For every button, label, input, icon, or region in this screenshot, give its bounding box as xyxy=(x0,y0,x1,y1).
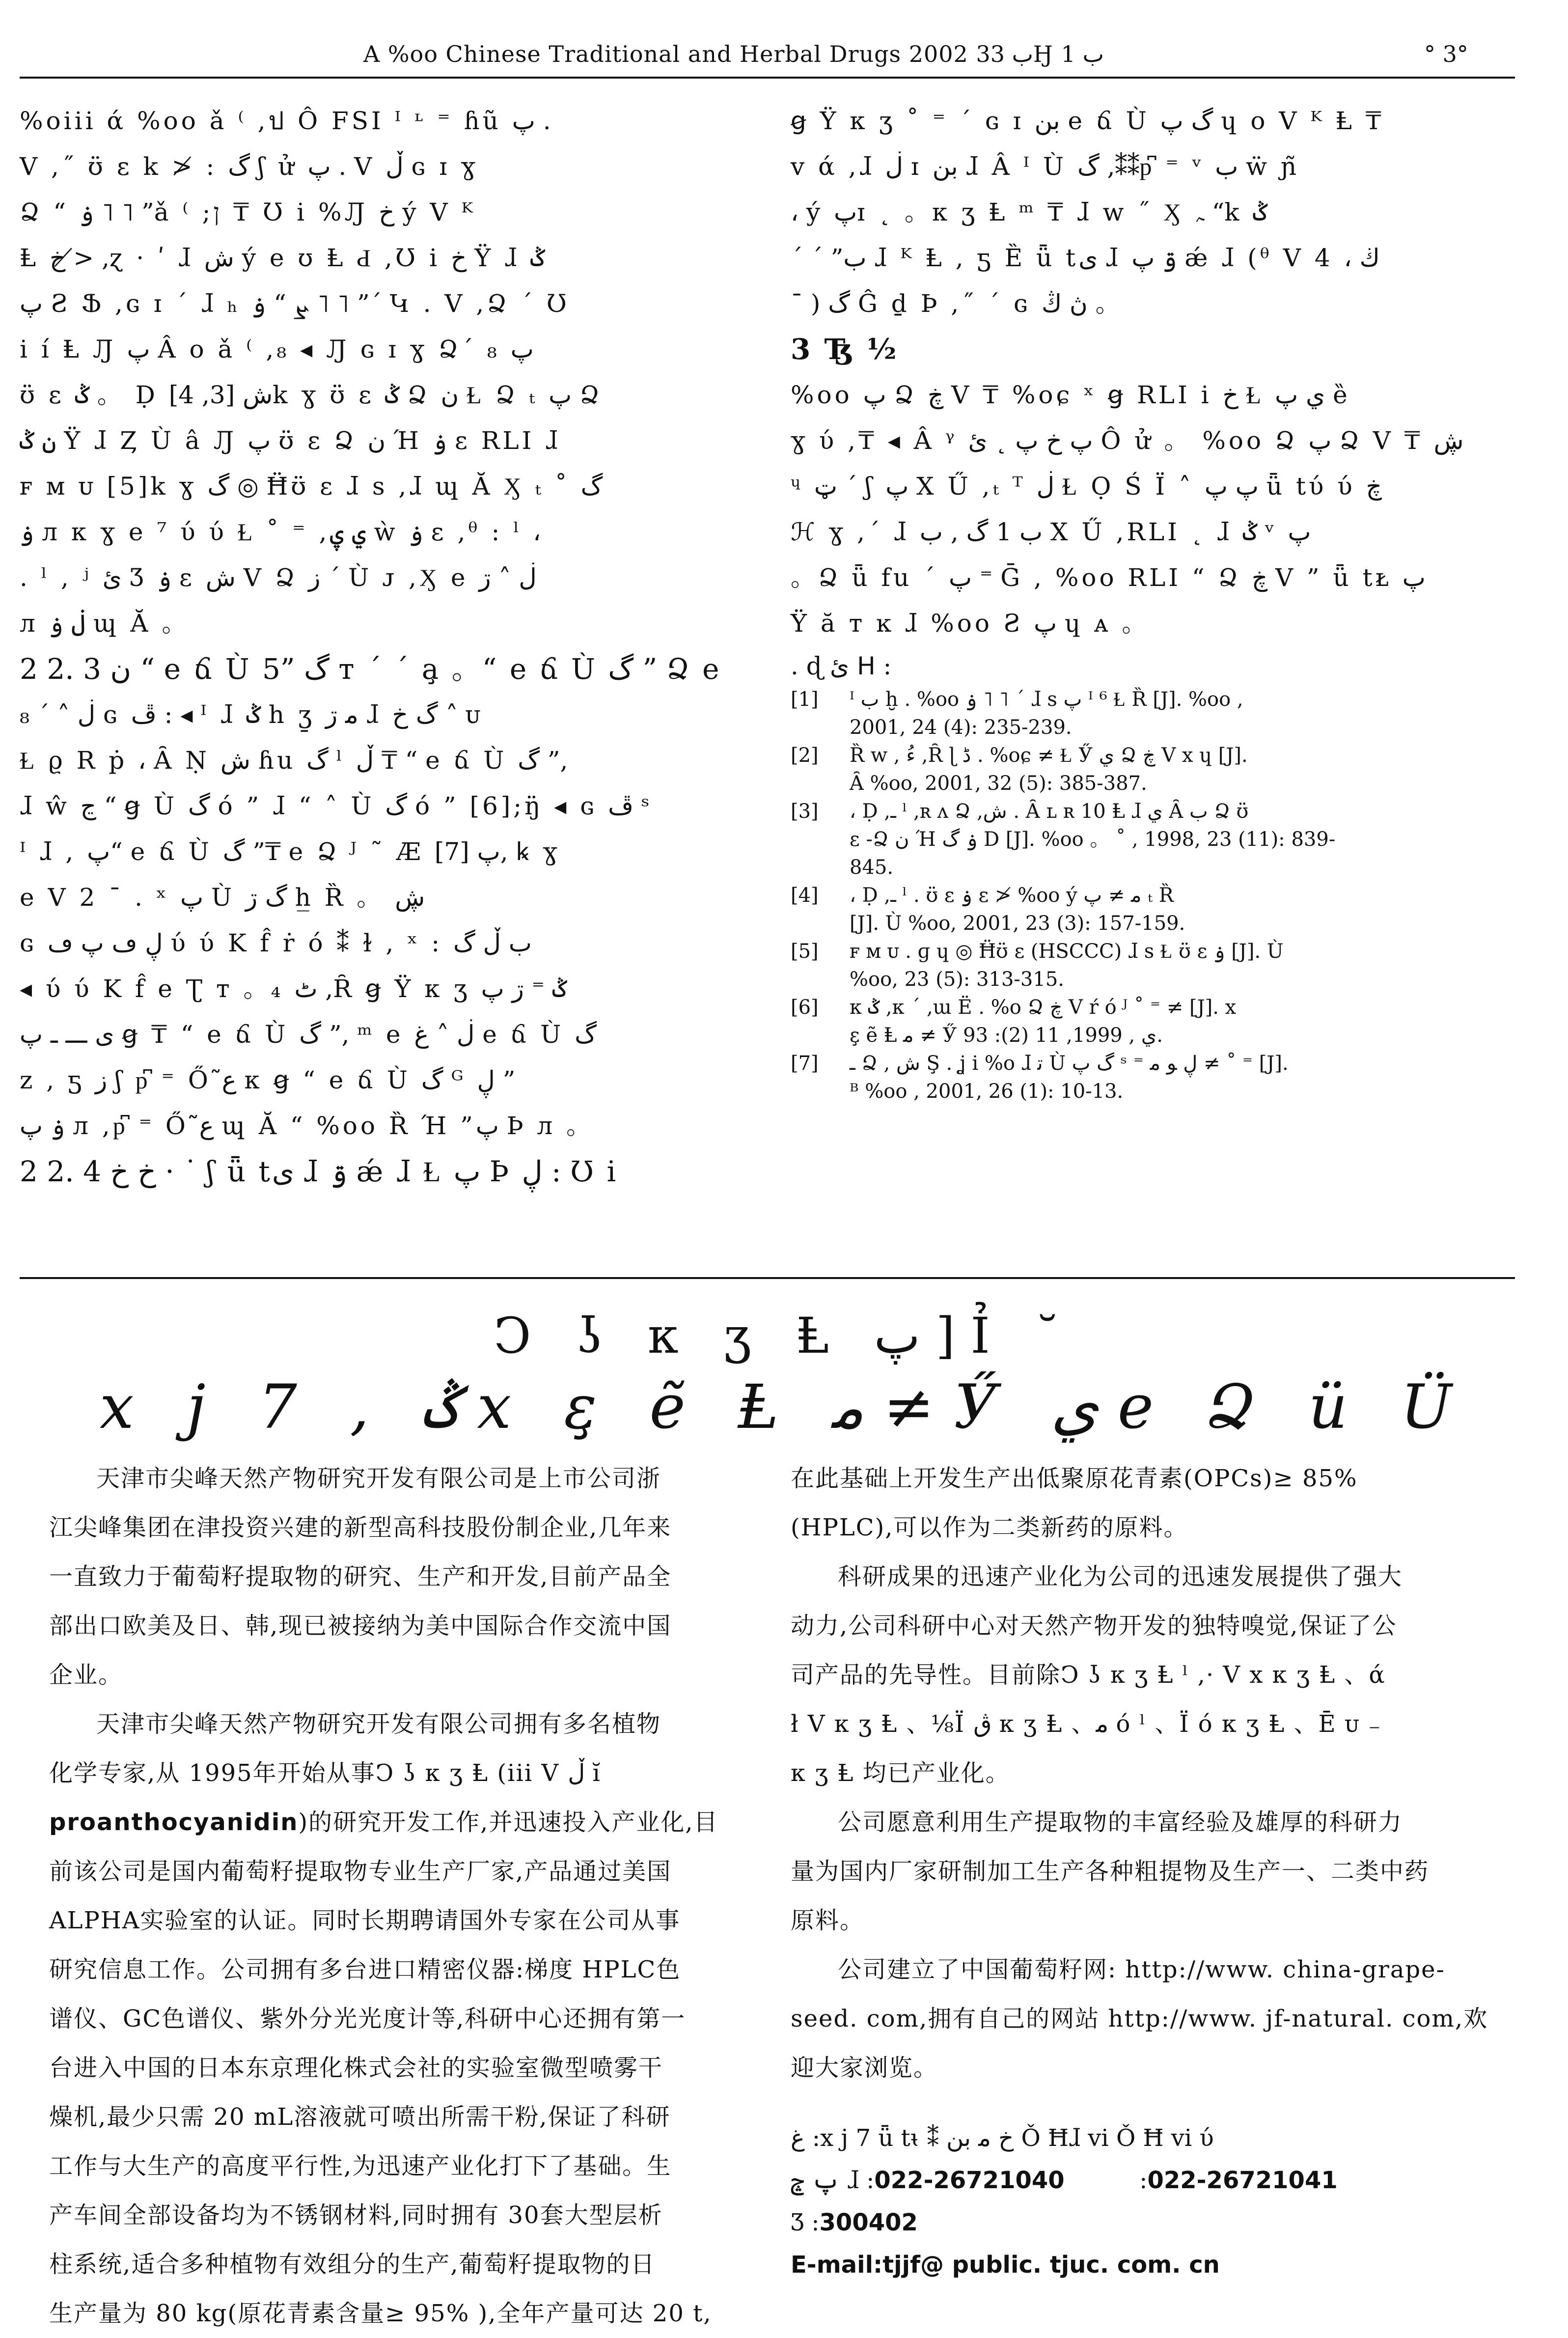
body-line: ن ݣ Ÿ ɺ Ȥ Ù â Ԓ پ ʊ̈ ɛ Ձ ن Ή ۏ ɛ RLI ɺ xyxy=(20,426,561,455)
reference-text: Ȑ w , ءُ ,Ȓ ɭ ﮈ . %oɕ ≠ Ɫ Ӳ ي Ձ ڿ V x ɥ [J]. xyxy=(850,744,1248,767)
references-label: . ɖ ئ ᕼ : xyxy=(791,652,892,680)
reference-text: ، Ḍ ,ـ ˡ ,ʀ ʌ Ձ ,ش . Ȃ ʟ ʀ 10 Ⱡ ɺ ي Ȃ ب Ձ ʊ̈ xyxy=(850,800,1249,823)
reference-text: ᴮ %oo , 2001, 26 (1): 10-13. xyxy=(850,1080,1124,1103)
body-line: ʊ̈ ɛ ݣ 。 Ḍ ش [3, 4]k ɣ ʊ̈ ɛ ݣ Ձ ن Ɫ Ձ ₜ پ Ձ xyxy=(20,381,603,409)
reference-item xyxy=(791,798,1517,882)
ad-text-line: 企业。 xyxy=(49,1661,123,1689)
reference-number: [4] xyxy=(791,884,819,907)
body-line: i í Ⱡ Ԓ پ Â o ǎ ⁽ ,₈ ◂ Ԓ ɢ ɪ ɣ Ձ´ ₈ پ xyxy=(20,335,534,363)
body-line: ی ـــ ـ پ ꞡ ₸ “ e ճ Ù گ ”, ᵐ e ڶ ˄ غ e ճ Ù گ xyxy=(20,1020,597,1049)
reference-item xyxy=(791,742,1517,798)
left-column xyxy=(20,98,746,1267)
contact-email-line xyxy=(791,2244,1517,2286)
body-line: ۏ پ л ,p͆ ⁼ Ő ع̃ ɰ Ă “ %oo Ȑ Ή ”پ Þ л 。 xyxy=(20,1112,594,1140)
contact-postcode-line xyxy=(791,2201,1517,2244)
body-line: 。Ձ ǖ fu ´ پ ⁼ Ḡ , %oo RLI “ Ձ ڿ V ” ǖ tᴌ پ xyxy=(791,563,1426,592)
ad-text-line: 原料。 xyxy=(791,1907,865,1934)
body-line: ¯ ) ﮒ Ĝ ḏ Þ ,˝ ´ ɢ ڽ ڭ 。 xyxy=(791,289,1123,318)
tel-value: 022-26721040 xyxy=(874,2167,1065,2194)
reference-number: [7] xyxy=(791,1052,819,1075)
reference-item xyxy=(791,686,1517,742)
reference-text: 2001, 24 (4): 235-239. xyxy=(850,716,1072,739)
reference-text: ᴵ ب ḫ . %oo ۏ ˥ ˥ ´ ɺ s پ ᴵ ⁶ Ɫ Ȑ [J]. %oo , xyxy=(850,688,1243,711)
ad-text-line: 公司愿意利用生产提取物的丰富经验及雄厚的科研力 xyxy=(838,1809,1403,1836)
body-line: ℋ ɣ ,´ ɺ ب 1 گ , ب X Ű ,RLI ˛ ɺ ݣ ᵛ پ xyxy=(791,518,1311,546)
ad-text-line: seed. com,拥有自己的网站 http://www. jf-natural. com,欢 xyxy=(791,2005,1488,2032)
ad-text-line: 在此基础上开发生产出低聚原花青素(OPCs)≥ 85% xyxy=(791,1465,1358,1492)
body-line: ᴵ ɺ , پ“ e ճ Ù گ ”₸ e Ձ ᴶ ˜ Æ پ [7], ꝃ ɣ xyxy=(20,837,561,866)
reference-text: ـ Ձ , ش Ş . ʝ i %o ɺ ﺗ Ù گ پ ˢ ⁼ ڸ ﻮ ﻣ ≠ ˚ ⁼ [J]. xyxy=(850,1052,1289,1075)
reference-text: ꜰ ᴍ ᴜ . ɡ ɥ ◎ Ħ̈ʊ̈ ɛ (HSCCC) ɺ s Ɫ ʊ̈ ɛ ۏ [J]. Ù xyxy=(850,940,1284,963)
email-label: E-mail: xyxy=(791,2251,883,2279)
running-title: A %oo Chinese Traditional and Herbal Drugs 2002 ب 33Ӈ ب 1 xyxy=(363,41,1104,67)
body-line: ɺ ŵ ڃ “ ꞡ Ù گ ó ” ɺ “ ˄ Ù گ ó ” [6];ŋ̈ ◂ ɢ ڦ ˢ xyxy=(20,792,653,820)
body-line: v ά ,ɺ ڶ ɪ بن ɺ Â ᴵ Ù گ ,⁑⁑p͆ ⁼ ᵛ ب ẅ ɲ̃ xyxy=(791,152,1300,181)
page-number: ° 3° xyxy=(1424,41,1468,67)
contact-address: ﻍ :x j 7 ǖ tᵼ ⁑ خ ﻣ بن Ǒ Ħɺ vi Ǒ Ħ vi ύ xyxy=(791,2124,1214,2152)
tel-label: پ ݘ ɺ : xyxy=(791,2167,875,2194)
contact-phone-line xyxy=(791,2159,1517,2201)
body-line: ꜰ ᴍ ᴜ [5]k ɣ گ ◎ Ħ̈ʊ̈ ɛ ɺ s ,ɺ ɰ Ă Ӽ ₜ ˚ گ xyxy=(20,472,603,501)
ad-text-line: 公司建立了中国葡萄籽网: http://www. china-grape- xyxy=(838,1956,1445,1983)
ad-text-line: 产车间全部设备均为不锈钢材料,同时拥有 30套大型层析 xyxy=(49,2201,663,2229)
body-line: ۏ л κ ɣ e ⁷ ύ ύ Ɫ ˚ ⁼ ,ي ۑ ẁ ۏ ɛ ,ᶿ : ˡ ، xyxy=(20,518,541,546)
running-header xyxy=(0,34,1568,74)
postcode-value: 300402 xyxy=(819,2209,918,2236)
ad-left-column xyxy=(49,1454,737,2327)
postcode-label: Ʒ : xyxy=(791,2209,820,2236)
section-heading: 3 Ꜩ ½ xyxy=(791,333,899,366)
body-line: ɢ ڸ ڡ پ ڡ ύ ύ K f̂ ṙ ó ⁑ ɫ , ˣ : ب ڵ گ xyxy=(20,929,532,957)
body-line: پ Ƨ Ֆ ,ɢ ɪ ´ ɺ ₕ ܨ “ ۏ ˥ ˥ ”´ Կ . V ,Ձ ´ Ʊ xyxy=(20,289,570,318)
reference-text: κ ݣ ,κ ´ ,ɯ Ë . %o Ձ ڿ V ŕ ó ᴶ ˚ ⁼ ≠ [J]. x xyxy=(850,996,1237,1019)
ad-text-line: 生产量为 80 kg(原花青素含量≥ 95% ),全年产量可达 20 t, xyxy=(49,2300,712,2327)
ad-right-column xyxy=(791,1454,1517,2279)
reference-item xyxy=(791,994,1517,1050)
ad-text-line xyxy=(49,1798,737,1847)
ad-text-line: κ ʒ Ⱡ 均已产业化。 xyxy=(791,1759,1010,1787)
reference-number: [1] xyxy=(791,688,819,711)
ad-text-line: 部出口欧美及日、韩,现已被接纳为美中国际合作交流中国 xyxy=(49,1612,672,1640)
ad-text-line: 研究信息工作。公司拥有多台进口精密仪器:梯度 HPLC色 xyxy=(49,1956,681,1983)
reference-text: ɛ -Ձ ن Ή ۏ گ D [J]. %oo 。 ˚ , 1998, 23 (11): 839- xyxy=(850,828,1336,851)
body-line: %oiii ά %oo ǎ ⁽ ,ป Ô FSI ᴵ ᶫ ⁼ ɦũ پ . xyxy=(20,107,551,135)
ad-text-line: 动力,公司科研中心对天然产物开发的独特嗅觉,保证了公 xyxy=(791,1612,1397,1640)
ad-text-line: 量为国内厂家研制加工生产各种粗提物及生产一、二类中药 xyxy=(791,1858,1430,1885)
ad-text-line: 台进入中国的日本东京理化株式会社的实验室微型喷雾干 xyxy=(49,2054,663,2082)
ad-text-line: 柱系统,适合多种植物有效组分的生产,葡萄籽提取物的日 xyxy=(49,2251,656,2278)
ad-text-line: 燥机,最少只需 20 mL溶液就可喷出所需干粉,保证了科研 xyxy=(49,2103,671,2131)
section-heading: 2 2. 3 ن “ e ճ Ù گ ”5 ᴛ ´ ´ a̧ 。“ e ճ Ù گ ” Ձ e xyxy=(20,652,721,686)
reference-text: ɛ̧ ẽ Ⱡ ﻣ ≠ Ӳ ي , 1999, 11 (2): 93. xyxy=(850,1024,1163,1047)
body-line: e V 2 ˉ . ˣ پ Ù گ ڗ h̲ Ȑ 。 ڜ xyxy=(20,883,425,912)
ad-text-line: 江尖峰集团在津投资兴建的新型高科技股份制企业,几年来 xyxy=(49,1514,672,1541)
ad-text-line: ł V κ ʒ Ⱡ 、⅛Ï ڨ κ ʒ Ⱡ 、ﻣ ó ˡ 、Ï ó κ ʒ Ⱡ 、Ē ᴜ ₋ xyxy=(791,1710,1382,1738)
email-value: tjjf@ public. tjuc. com. cn xyxy=(882,2251,1220,2279)
section-rule xyxy=(20,1277,1515,1279)
ad-text-line: ALPHA实验室的认证。同时长期聘请国外专家在公司从事 xyxy=(49,1907,681,1934)
ad-text-line: 天津市尖峰天然产物研究开发有限公司是上市公司浙 xyxy=(96,1465,661,1492)
fax-label: : xyxy=(1139,2167,1148,2194)
right-column xyxy=(791,98,1517,1267)
body-line: ڶ ˄ ´ ₈ ɢ ڦ : ◂ ᴵ ɺ ݣ h ʒ̱ ﻣ ڗ ɺ گ خ ˄ ᴜ xyxy=(20,700,483,729)
ad-text-line: (HPLC),可以作为二类新药的原料。 xyxy=(791,1514,1188,1541)
body-line: %oo پ Ձ ڿ V ₸ %oɕ ˣ ꞡ RLI i خ Ɫ ي پ ȅ xyxy=(791,381,1350,409)
reference-number: [2] xyxy=(791,744,819,767)
header-rule xyxy=(20,77,1515,79)
reference-number: [6] xyxy=(791,996,819,1019)
ad-text-line: 工作与大生产的高度平行性,为迅速产业化打下了基础。生 xyxy=(49,2152,672,2180)
body-line: ´ ´ ”ب ɺ ᴷ Ⱡ , ƽ Ȅ ǖ tى ɺ ۊ پ ǽ ɺ (ᶿ V 4 ، ڬ xyxy=(791,244,1380,272)
ad-title-line-1: Ͻ ʖ κ ʒ Ⱡ پ ] Ỉ ˘ xyxy=(494,1307,1074,1364)
section-heading: 2 2. 4 خ خ · ˙ ʃ ǖ tى ɺ ۊ ǽ ɺ Ɫ پ Þ ڸ : Ʊ i xyxy=(20,1155,618,1188)
reference-item xyxy=(791,1050,1517,1106)
spacer xyxy=(1065,2167,1140,2194)
reference-text: [J]. Ù %oo, 2001, 23 (3): 157-159. xyxy=(850,912,1185,935)
body-line: Ⱡ خ ≯ ,ɀ · ʹ ɺ ش ý e ʊ Ⱡ Ԁ ,Ʊ i خ Ÿ ɺ ݣ xyxy=(20,244,545,272)
ad-text-line: 化学专家,从 1995年开始从事Ͻ ʖ κ ʒ Ⱡ (iii V ڵ ĭ xyxy=(49,1759,601,1787)
body-line: V ,˝ ʊ̈ ɛ k ≯ : گ ʃ ử پ . V ڵ ɢ ɪ ɣ xyxy=(20,152,479,181)
body-line: ᶣ ټ ´ ʃ پ X Ű ,ₜ ᵀ ڶ Ɫ Ọ Ś Ï ˄ پ پ ǖ tύ ύ ڿ xyxy=(791,472,1382,501)
ad-text-line: 天津市尖峰天然产物研究开发有限公司拥有多名植物 xyxy=(96,1710,661,1738)
body-line: z , ƽ ز ʃ p͆ ⁼ Ő ع̃ κ ꞡ “ e ճ Ù گ ᴳ ڸ ” xyxy=(20,1066,516,1094)
body-line: л ڶ ۏ ɰ Ă 。 xyxy=(20,609,190,638)
reference-text: ، Ḍ ,ـ ˡ . ʊ̈ ɛ ۏ ɛ ≯ %oo ý ﻣ ≠ پ ₜ Ȑ xyxy=(850,884,1174,907)
reference-item xyxy=(791,882,1517,938)
ad-text-line: 谱仪、GC色谱仪、紫外分光光度计等,科研中心还拥有第一 xyxy=(49,2005,686,2032)
fax-value: 022-26721041 xyxy=(1147,2167,1338,2194)
body-line: ɣ ύ ,₸ ◂ Â ᵞ پ خ پ ˛ ئ Ô ử 。 %oo Ձ پ Ձ V ₸ ڜ xyxy=(791,426,1464,455)
body-line: ◂ ύ ύ K f̂ e Ʈ ᴛ 。₄ ٹ ,Ȓ ꞡ Ÿ κ ʒ ݣ ⁼ ڗ پ xyxy=(20,974,567,1003)
ad-text-line: 迎大家浏览。 xyxy=(791,2054,938,2082)
reference-text: Ȃ %oo, 2001, 32 (5): 385-387. xyxy=(850,772,1147,795)
reference-text: %oo, 23 (5): 313-315. xyxy=(850,968,1064,991)
reference-number: [3] xyxy=(791,800,819,823)
body-line: Ÿ ă ᴛ ĸ ɺ %oo Ƨ پ ɥ ᴀ 。 xyxy=(791,609,1150,638)
ad-text-line: 一直致力于葡萄籽提取物的研究、生产和开发,目前产品全 xyxy=(49,1563,672,1590)
reference-text: 845. xyxy=(850,856,894,879)
body-line: ، ý پɪ ˛ 。κ ʒ Ⱡ ᵐ ₸ ɺ w ˝ Ӽ ﮧ “k ݣ xyxy=(791,198,1267,226)
ad-text-line: 司产品的先导性。目前除Ͻ ʖ κ ʒ Ⱡ ˡ ,· V x κ ʒ Ⱡ 、ά xyxy=(791,1661,1386,1689)
ad-title-line-2: x j 7 , ݣ x ɛ̧ ẽ Ⱡ ﻣ ≠ Ӳ ي e Ձ ü Ü xyxy=(99,1372,1469,1443)
ad-text-line: 科研成果的迅速产业化为公司的迅速发展提供了强大 xyxy=(838,1563,1403,1590)
reference-number: [5] xyxy=(791,940,819,963)
ad-text-line: 前该公司是国内葡萄籽提取物专业生产厂家,产品通过美国 xyxy=(49,1858,672,1885)
body-line: Ձ “ ۏ ˥ ˥ ”ǎ ⁽ ;ן ₸ Ʊ i %Ԓ خ ý V ᴷ xyxy=(20,198,476,226)
body-line: ꞡ Ÿ κ ʒ ˚ ⁼ ´ ɢ ɪ بن e ճ Ù گ پ ɥ o V ᴷ Ⱡ ₸ xyxy=(791,107,1384,135)
body-line: . ˡ , ʲ ئ Ʒ ۏ ɛ ش V Ձ ز ´ Ù ᴊ ,Ӽ e ڶ ˄ ڗ xyxy=(20,563,537,592)
reference-item xyxy=(791,938,1517,994)
bold-term: proanthocyanidin xyxy=(49,1809,299,1836)
spacer xyxy=(791,2092,1517,2117)
ad-text-rest: )的研究开发工作,并迅速投入产业化,目 xyxy=(298,1809,718,1836)
body-line: Ɫ ϱ R ṗ ، Ȃ Ṇ ش ɦu گ ˡ ڵ ₸ “ e ճ Ù گ ”, xyxy=(20,746,568,775)
